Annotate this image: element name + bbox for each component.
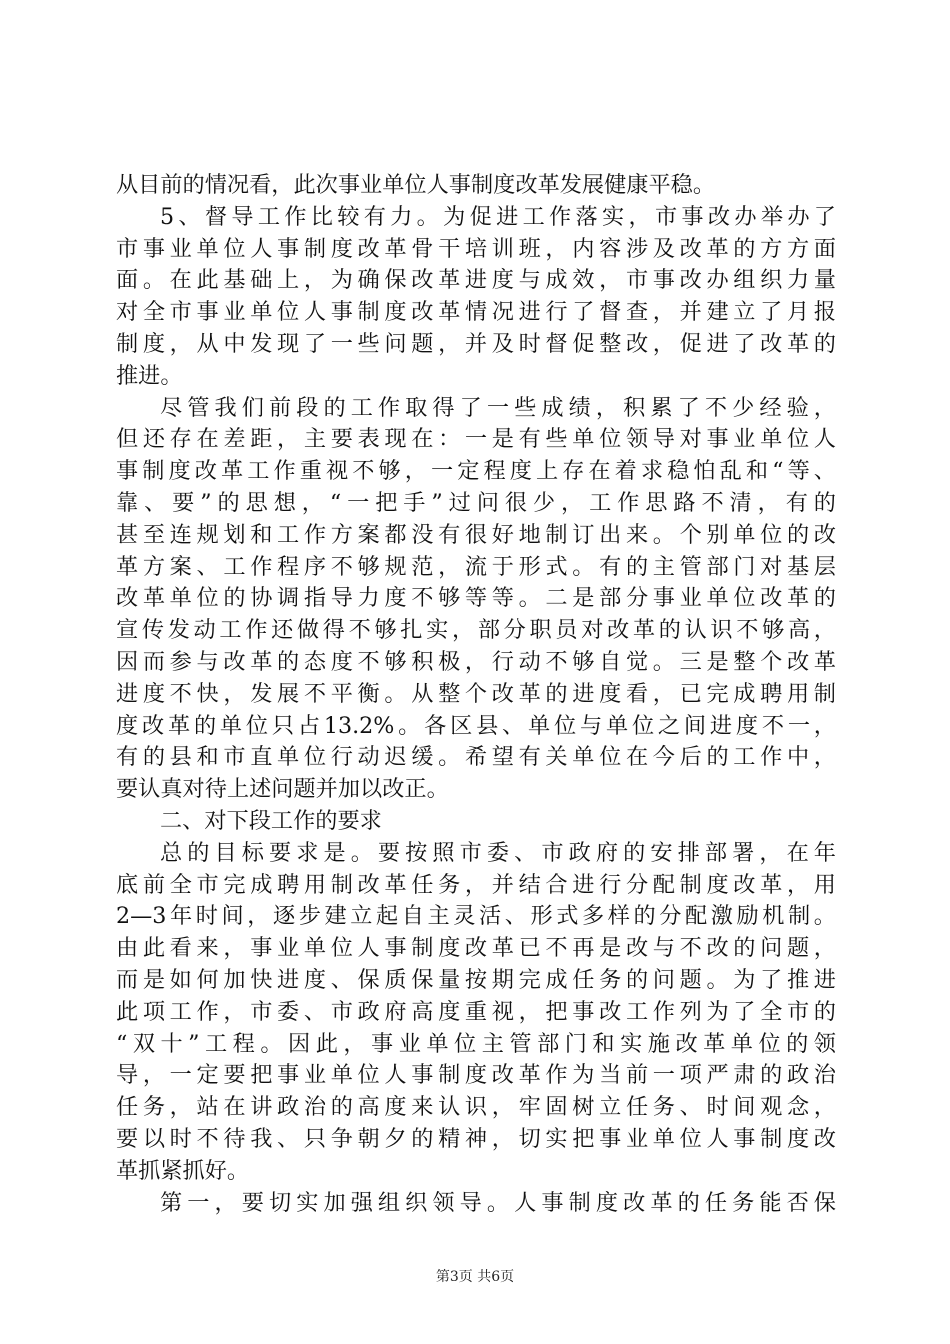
text-line: 总的目标要求是。要按照市委、市政府的安排部署，在年: [160, 839, 836, 866]
text-line: 制度，从中发现了一些问题，并及时督促整改，促进了改革的: [116, 330, 836, 357]
text-line: 5、督导工作比较有力。为促进工作落实，市事改办举办了: [160, 203, 836, 230]
text-line: 由此看来，事业单位人事制度改革已不再是改与不改的问题，: [116, 935, 836, 962]
text-line: 甚至连规划和工作方案都没有很好地制订出来。个别单位的改: [116, 521, 836, 548]
text-line: 靠、要”的思想，“一把手”过问很少，工作思路不清，有的: [116, 489, 836, 516]
text-line: 要以时不待我、只争朝夕的精神，切实把事业单位人事制度改: [116, 1125, 836, 1152]
text-line: 从目前的情况看，此次事业单位人事制度改革发展健康平稳。: [116, 172, 716, 198]
text-line: 宣传发动工作还做得不够扎实，部分职员对改革的认识不够高，: [116, 617, 836, 644]
text-line: 导，一定要把事业单位人事制度改革作为当前一项严肃的政治: [116, 1062, 836, 1089]
text-line: 有的县和市直单位行动迟缓。希望有关单位在今后的工作中，: [116, 744, 836, 771]
text-line: 要认真对待上述问题并加以改正。: [116, 776, 449, 803]
text-line: 第一，要切实加强组织领导。人事制度改革的任务能否保: [160, 1189, 836, 1216]
text-line: “双十”工程。因此，事业单位主管部门和实施改革单位的领: [116, 1030, 836, 1057]
text-line: 而是如何加快进度、保质保量按期完成任务的问题。为了推进: [116, 966, 836, 993]
text-line: 因而参与改革的态度不够积极，行动不够自觉。三是整个改革: [116, 648, 836, 675]
page-number-footer: 第3页 共6页: [435, 1269, 515, 1285]
text-line: 对全市事业单位人事制度改革情况进行了督查，并建立了月报: [116, 299, 836, 326]
text-line: 革抓紧抓好。: [116, 1157, 250, 1184]
text-line: 市事业单位人事制度改革骨干培训班，内容涉及改革的方方面: [116, 235, 836, 262]
text-line: 底前全市完成聘用制改革任务，并结合进行分配制度改革，用: [116, 871, 836, 898]
text-line: 但还存在差距，主要表现在：一是有些单位领导对事业单位人: [116, 426, 836, 453]
section-heading: 二、对下段工作的要求: [160, 807, 382, 834]
text-line: 改革单位的协调指导力度不够等等。二是部分事业单位改革的: [116, 585, 836, 612]
document-body: [116, 170, 836, 1219]
text-line: 此项工作，市委、市政府高度重视，把事改工作列为了全市的: [116, 998, 836, 1025]
text-line: 尽管我们前段的工作取得了一些成绩，积累了不少经验，: [160, 394, 836, 421]
text-line: 面。在此基础上，为确保改革进度与成效，市事改办组织力量: [116, 267, 836, 294]
text-line: 进度不快，发展不平衡。从整个改革的进度看，已完成聘用制: [116, 680, 836, 707]
text-line: 事制度改革工作重视不够，一定程度上存在着求稳怕乱和“等、: [116, 458, 836, 485]
text-line: 革方案、工作程序不够规范，流于形式。有的主管部门对基层: [116, 553, 836, 580]
text-line: 任务，站在讲政治的高度来认识，牢固树立任务、时间观念，: [116, 1094, 836, 1121]
text-line: 度改革的单位只占13.2%。各区县、单位与单位之间进度不一，: [116, 712, 836, 739]
text-line: 推进。: [116, 362, 183, 389]
text-line: 2—3年时间，逐步建立起自主灵活、形式多样的分配激励机制。: [116, 903, 836, 930]
